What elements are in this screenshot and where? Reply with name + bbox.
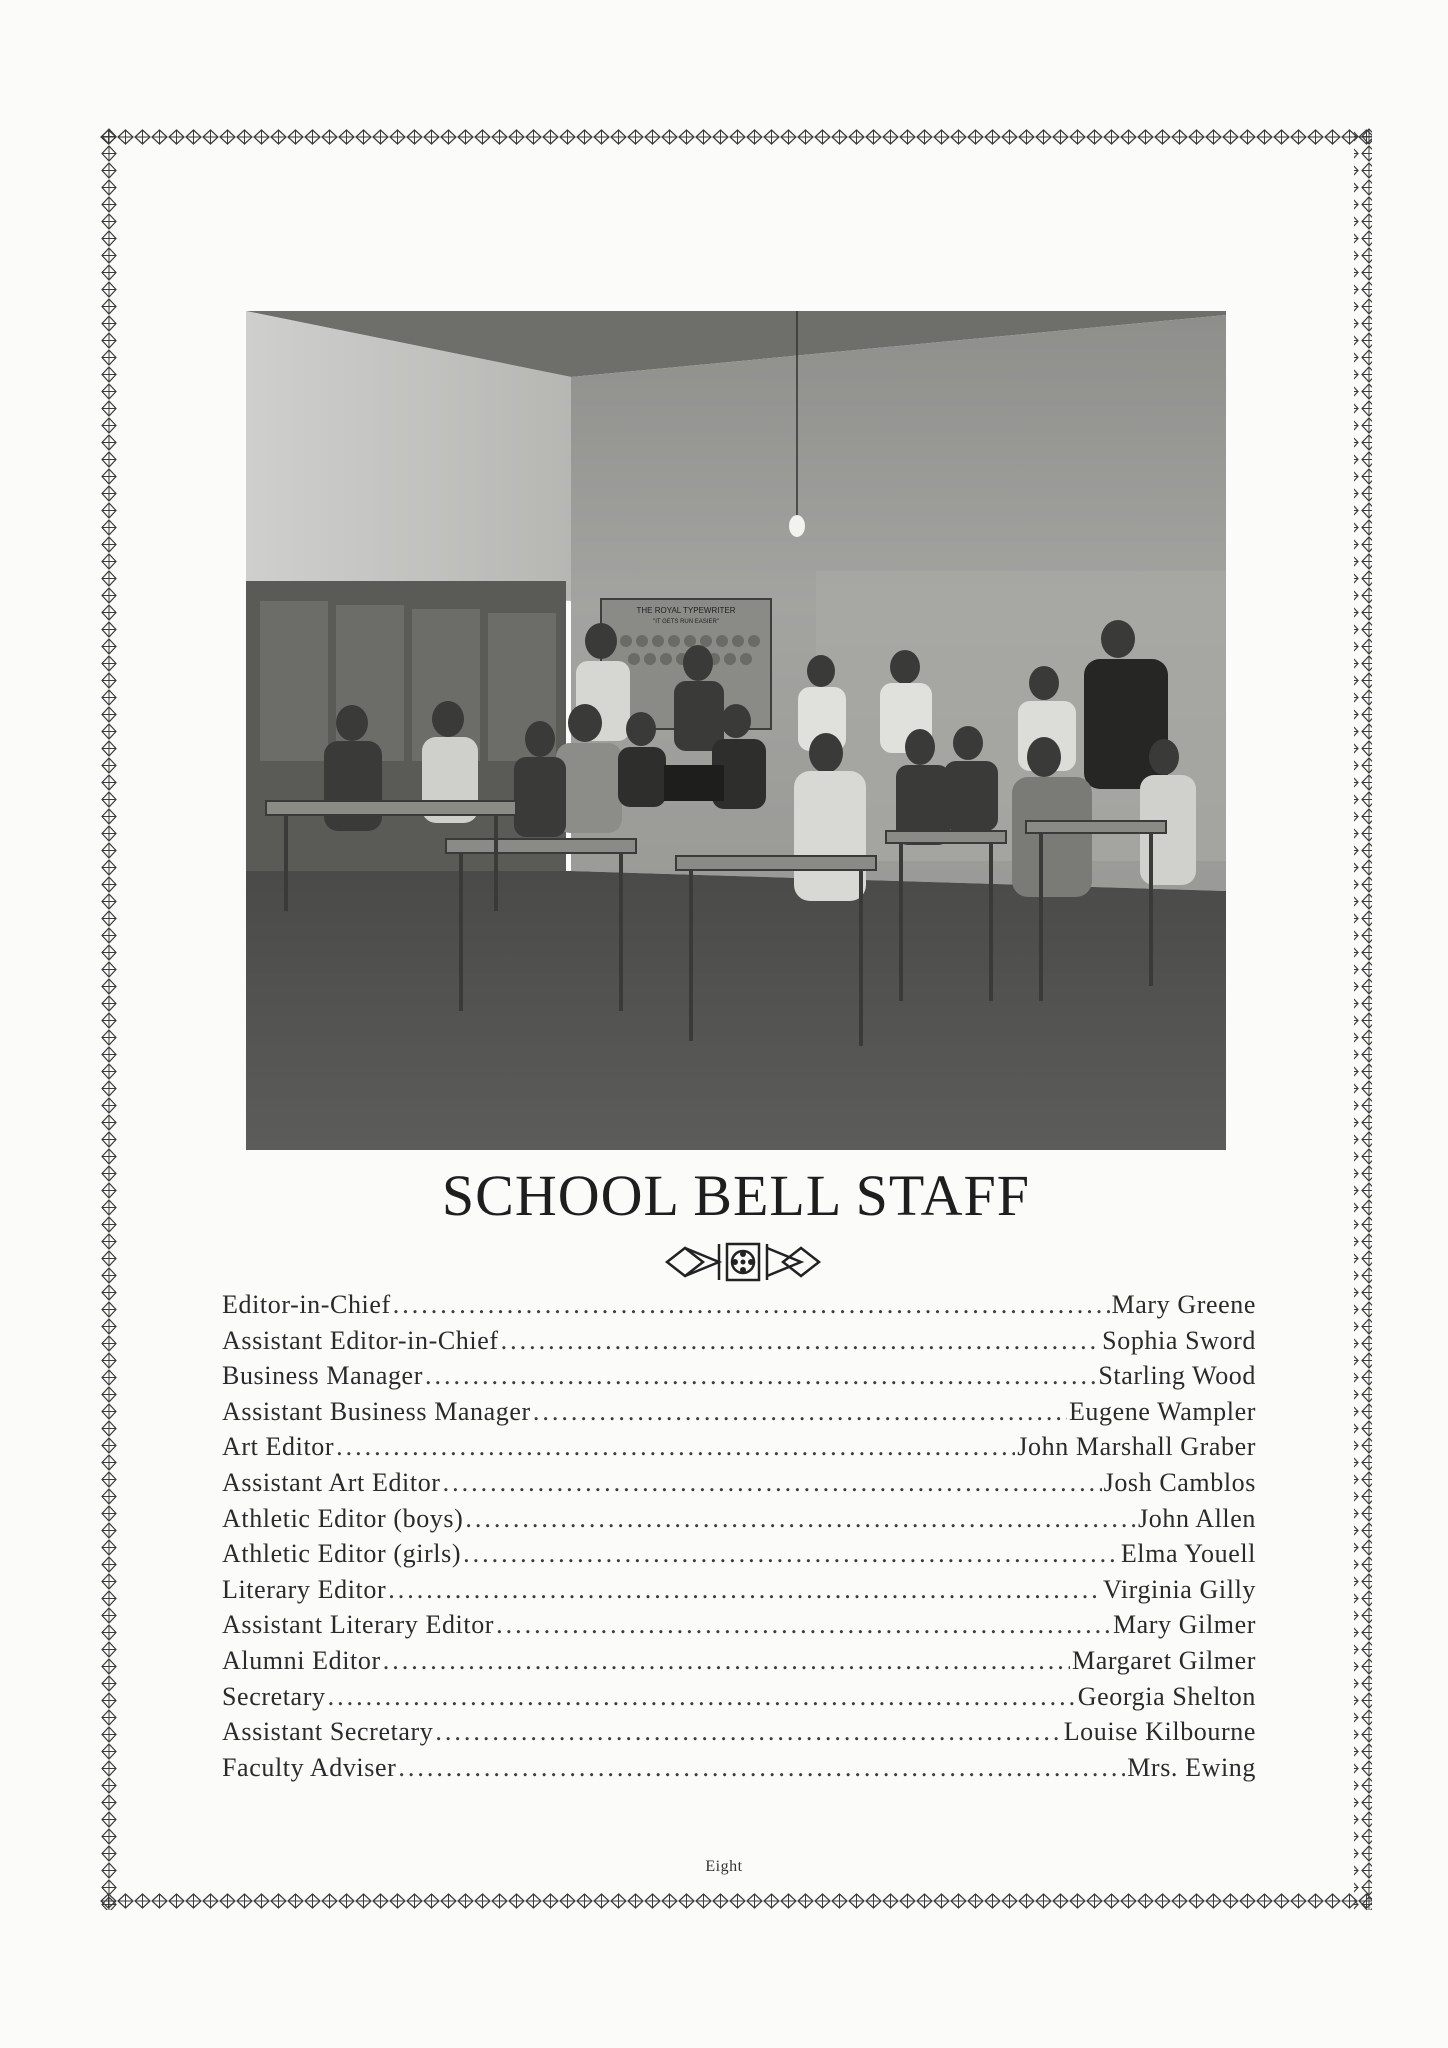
staff-row bbox=[222, 1717, 1256, 1753]
dot-leader bbox=[328, 1682, 1076, 1712]
staff-role: Alumni Editor bbox=[222, 1645, 381, 1675]
staff-row bbox=[222, 1504, 1256, 1540]
staff-role: Assistant Business Manager bbox=[222, 1396, 531, 1426]
staff-name: John Marshall Graber bbox=[1017, 1432, 1256, 1462]
staff-group-photo bbox=[246, 311, 1226, 1150]
staff-name: Eugene Wampler bbox=[1068, 1396, 1256, 1426]
staff-role: Athletic Editor (girls) bbox=[222, 1539, 462, 1569]
staff-name: Virginia Gilly bbox=[1103, 1574, 1256, 1604]
page-title: SCHOOL BELL STAFF bbox=[441, 1163, 1031, 1228]
staff-row bbox=[222, 1326, 1256, 1362]
dot-leader bbox=[533, 1397, 1067, 1427]
staff-name: John Allen bbox=[1138, 1503, 1256, 1533]
dot-leader bbox=[425, 1361, 1096, 1391]
staff-row bbox=[222, 1682, 1256, 1718]
wall-chart-subtitle: "IT GETS RUN EASIER" bbox=[653, 619, 719, 625]
staff-name: Mary Greene bbox=[1111, 1290, 1256, 1319]
dot-leader bbox=[443, 1468, 1102, 1498]
staff-name: Josh Camblos bbox=[1103, 1467, 1256, 1497]
page-number: Eight bbox=[705, 1858, 743, 1875]
staff-name: Mrs. Ewing bbox=[1127, 1752, 1256, 1782]
staff-row bbox=[222, 1468, 1256, 1504]
staff-row bbox=[222, 1290, 1256, 1326]
wall-chart-title: THE ROYAL TYPEWRITER bbox=[636, 606, 736, 615]
staff-name: Louise Kilbourne bbox=[1063, 1717, 1256, 1747]
staff-role: Athletic Editor (boys) bbox=[222, 1503, 464, 1533]
staff-name: Mary Gilmer bbox=[1112, 1610, 1256, 1640]
dot-leader bbox=[383, 1646, 1070, 1676]
dot-leader bbox=[393, 1290, 1110, 1320]
dot-leader bbox=[465, 1504, 1136, 1534]
dot-leader bbox=[388, 1575, 1101, 1605]
staff-row bbox=[222, 1646, 1256, 1682]
staff-name: Starling Wood bbox=[1098, 1361, 1256, 1391]
staff-role: Art Editor bbox=[222, 1432, 335, 1462]
staff-row bbox=[222, 1432, 1256, 1468]
decorative-ornament-icon bbox=[663, 1234, 823, 1290]
staff-list bbox=[222, 1290, 1256, 1788]
dot-leader bbox=[463, 1539, 1119, 1569]
dot-leader bbox=[501, 1326, 1101, 1356]
staff-row bbox=[222, 1361, 1256, 1397]
staff-name: Georgia Shelton bbox=[1077, 1681, 1256, 1711]
staff-name: Sophia Sword bbox=[1102, 1325, 1256, 1355]
staff-name: Elma Youell bbox=[1120, 1539, 1256, 1569]
staff-role: Business Manager bbox=[222, 1361, 423, 1391]
dot-leader bbox=[496, 1610, 1111, 1640]
staff-role: Editor-in-Chief bbox=[222, 1290, 391, 1319]
staff-row bbox=[222, 1753, 1256, 1789]
staff-role: Assistant Editor-in-Chief bbox=[222, 1325, 499, 1355]
staff-role: Assistant Literary Editor bbox=[222, 1610, 495, 1640]
dot-leader bbox=[398, 1753, 1125, 1783]
staff-row bbox=[222, 1610, 1256, 1646]
staff-role: Faculty Adviser bbox=[222, 1752, 397, 1782]
staff-row bbox=[222, 1539, 1256, 1575]
staff-row bbox=[222, 1397, 1256, 1433]
dot-leader bbox=[336, 1432, 1015, 1462]
staff-role: Assistant Secretary bbox=[222, 1717, 434, 1747]
staff-name: Margaret Gilmer bbox=[1072, 1645, 1256, 1675]
staff-role: Secretary bbox=[222, 1681, 326, 1711]
staff-role: Literary Editor bbox=[222, 1574, 387, 1604]
staff-role: Assistant Art Editor bbox=[222, 1467, 441, 1497]
dot-leader bbox=[435, 1717, 1061, 1747]
staff-row bbox=[222, 1575, 1256, 1611]
